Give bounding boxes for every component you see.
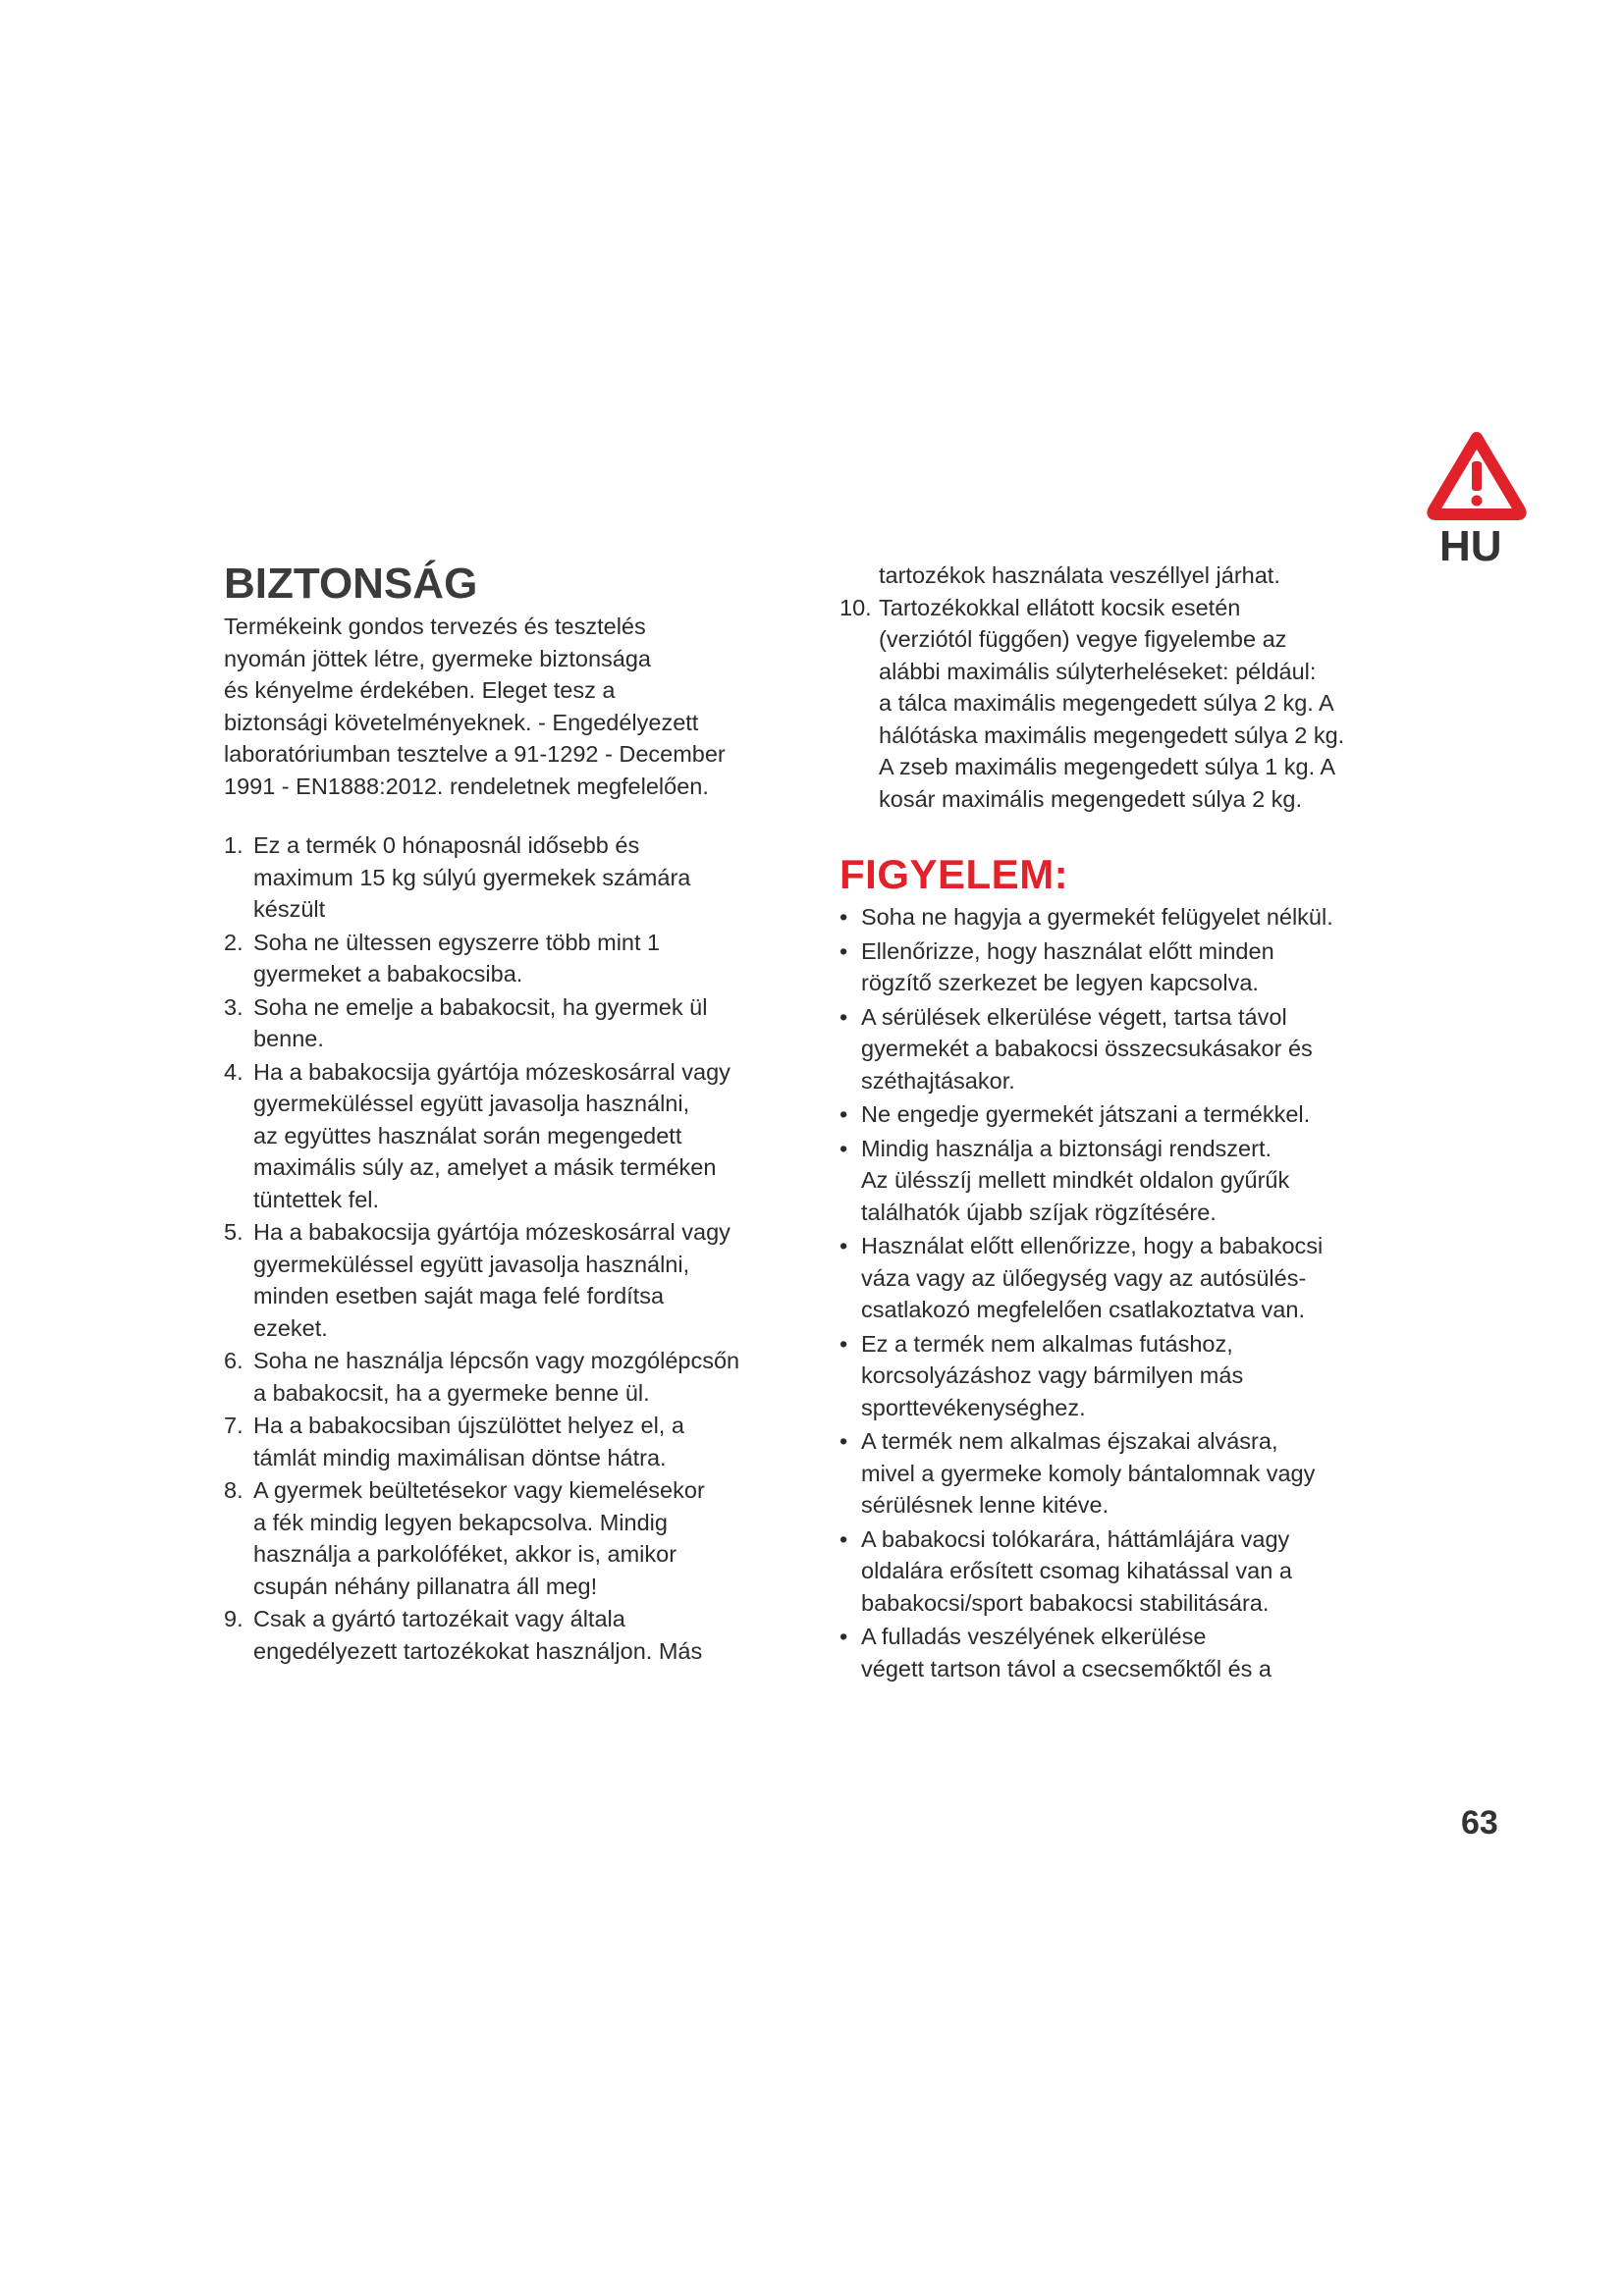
text-line: tüntettek fel. (253, 1186, 380, 1212)
language-code: HU (1439, 522, 1502, 570)
item-number: 8. (224, 1477, 244, 1503)
text-line: Ellenőrizze, hogy használat előtt minden (861, 937, 1274, 964)
bullet-dot-icon: • (839, 937, 848, 964)
warning-badge (1424, 430, 1530, 520)
text-line: biztonsági követelményeknek. - Engedélyezett (224, 709, 699, 735)
numbered-item (224, 1056, 813, 1216)
bullet-dot-icon: • (839, 1101, 848, 1127)
text-line: váza vagy az ülőegység vagy az autósülés- (861, 1264, 1307, 1291)
text-line: Ez a termék 0 hónaposnál idősebb és (253, 832, 640, 858)
text-line: Soha ne emelje a babakocsit, ha gyermek ül (253, 993, 708, 1020)
warning-column (839, 560, 1429, 1686)
text-line: Termékeink gondos tervezés és tesztelés (224, 614, 646, 639)
text-line: maximum 15 kg súlyú gyermekek számára (253, 864, 691, 890)
safety-column (224, 560, 813, 1668)
item-number: 4. (224, 1058, 244, 1085)
numbered-item (224, 991, 813, 1055)
numbered-item (224, 927, 813, 990)
numbered-item (224, 1216, 813, 1344)
numbered-item (224, 1474, 813, 1602)
text-line: korcsolyázáshoz vagy bármilyen más (861, 1362, 1244, 1388)
bullet-dot-icon: • (839, 1003, 848, 1030)
item-9-continuation: tartozékok használata veszéllyel járhat. (879, 562, 1280, 588)
text-line: babakocsi/sport babakocsi stabilitására. (861, 1589, 1270, 1616)
warning-bullet (839, 935, 1429, 999)
text-line: gyermekét a babakocsi összecsukásakor és (861, 1036, 1313, 1061)
warning-title: FIGYELEM: (839, 851, 1069, 897)
item-number: 1. (224, 832, 244, 858)
text-line: gyermeküléssel együtt javasolja használni, (253, 1251, 690, 1277)
numbered-item (224, 1345, 813, 1409)
text-line: hálótáska maximális megengedett súlya 2 kg. (879, 721, 1345, 748)
bullet-dot-icon: • (839, 1624, 848, 1649)
safety-intro (224, 611, 813, 802)
text-line: A gyermek beültetésekor vagy kiemelésekor (253, 1477, 705, 1503)
text-line: találhatók újabb szíjak rögzítésére. (861, 1199, 1217, 1225)
text-line: Ne engedje gyermekét játszani a termékkel. (861, 1101, 1311, 1127)
text-line: A babakocsi tolókarára, háttámlájára vagy (861, 1525, 1290, 1552)
safety-title: BIZTONSÁG (224, 560, 478, 608)
text-line: Ez a termék nem alkalmas futáshoz, (861, 1330, 1233, 1357)
warning-bullet (839, 901, 1429, 934)
text-line: a babakocsit, ha a gyermeke benne ül. (253, 1379, 650, 1406)
text-line: engedélyezett tartozékokat használjon. Más (253, 1637, 703, 1664)
warning-bullet (839, 1523, 1429, 1620)
text-line: végett tartson távol a csecsemőktől és a (861, 1655, 1272, 1682)
bullet-dot-icon: • (839, 1525, 848, 1552)
text-line: széthajtásakor. (861, 1067, 1015, 1094)
text-line: Soha ne használja lépcsőn vagy mozgólépcsőn (253, 1348, 740, 1373)
text-line: csatlakozó megfelelően csatlakoztatva van. (861, 1297, 1305, 1322)
text-line: 1991 - EN1888:2012. rendeletnek megfelelően. (224, 773, 709, 799)
text-line: A termék nem alkalmas éjszakai alvásra, (861, 1428, 1278, 1454)
text-line: használja a parkolóféket, akkor is, amikor (253, 1541, 677, 1567)
item-number: 9. (224, 1606, 244, 1631)
text-line: alábbi maximális súlyterheléseket: például: (879, 658, 1317, 684)
text-line: gyermeket a babakocsiba. (253, 961, 523, 987)
numbered-item (224, 1410, 813, 1473)
item-number: 2. (224, 929, 244, 955)
warning-bullet (839, 1230, 1429, 1326)
text-line: Ha a babakocsija gyártója mózeskosárral vagy (253, 1058, 731, 1085)
text-line: a fék mindig legyen bekapcsolva. Mindig (253, 1509, 668, 1535)
item-number: 5. (224, 1219, 244, 1245)
safety-numbered-list-cont (839, 592, 1429, 816)
text-line: A sérülések elkerülése végett, tartsa távol (861, 1003, 1287, 1030)
text-line: kosár maximális megengedett súlya 2 kg. (879, 785, 1303, 812)
text-line: támlát mindig maximálisan döntse hátra. (253, 1444, 667, 1470)
warning-bullet-list (839, 901, 1429, 1684)
text-line: Az ülésszíj mellett mindkét oldalon gyűrűk (861, 1167, 1290, 1193)
text-line: a tálca maximális megengedett súlya 2 kg. A (879, 690, 1334, 716)
page-number: 63 (1461, 1804, 1498, 1842)
text-line: ezeket. (253, 1314, 328, 1341)
warning-triangle-icon (1426, 430, 1528, 520)
text-line: sérülésnek lenne kitéve. (861, 1492, 1110, 1518)
warning-bullet (839, 1001, 1429, 1097)
text-line: Soha ne ültessen egyszerre több mint 1 (253, 929, 661, 955)
text-line: rögzítő szerkezet be legyen kapcsolva. (861, 970, 1259, 995)
text-line: A zseb maximális megengedett súlya 1 kg. A (879, 754, 1336, 779)
text-line: laboratóriumban tesztelve a 91-1292 - December (224, 741, 726, 767)
warning-bullet (839, 1133, 1429, 1229)
text-line: A fulladás veszélyének elkerülése (861, 1624, 1207, 1649)
text-line: benne. (253, 1026, 324, 1051)
bullet-dot-icon: • (839, 904, 848, 930)
warning-bullet (839, 1098, 1429, 1131)
text-line: Ha a babakocsiban újszülöttet helyez el, a (253, 1413, 684, 1438)
text-line: gyermeküléssel együtt javasolja használni, (253, 1091, 690, 1116)
item-number: 7. (224, 1413, 244, 1438)
bullet-dot-icon: • (839, 1135, 848, 1161)
bullet-dot-icon: • (839, 1233, 848, 1258)
safety-numbered-list (224, 829, 813, 1667)
text-line: oldalára erősített csomag kihatással van a (861, 1558, 1292, 1583)
text-line: az együttes használat során megengedett (253, 1122, 682, 1148)
numbered-item (224, 1603, 813, 1667)
item-number: 6. (224, 1348, 244, 1373)
item-number: 10. (839, 594, 872, 620)
text-line: Csak a gyártó tartozékait vagy általa (253, 1606, 625, 1631)
text-line: és kényelme érdekében. Eleget tesz a (224, 677, 616, 703)
item-number: 3. (224, 993, 244, 1020)
text-line: sporttevékenységhez. (861, 1394, 1086, 1420)
bullet-dot-icon: • (839, 1330, 848, 1357)
text-line: csupán néhány pillanatra áll meg! (253, 1573, 598, 1599)
text-line: Ha a babakocsija gyártója mózeskosárral vagy (253, 1219, 731, 1245)
numbered-item (224, 829, 813, 926)
text-line: Mindig használja a biztonsági rendszert. (861, 1135, 1272, 1161)
text-line: készült (253, 896, 326, 922)
warning-bullet (839, 1621, 1429, 1684)
bullet-dot-icon: • (839, 1428, 848, 1454)
numbered-item (839, 592, 1429, 816)
text-line: minden esetben saját maga felé fordítsa (253, 1283, 665, 1308)
text-line: Soha ne hagyja a gyermekét felügyelet nélkül. (861, 904, 1333, 930)
text-line: maximális súly az, amelyet a másik terméken (253, 1154, 717, 1180)
warning-bullet (839, 1425, 1429, 1522)
warning-bullet (839, 1328, 1429, 1424)
text-line: Tartozékokkal ellátott kocsik esetén (879, 594, 1241, 620)
text-line: mivel a gyermeke komoly bántalomnak vagy (861, 1460, 1316, 1486)
text-line: Használat előtt ellenőrizze, hogy a babakocsi (861, 1233, 1324, 1258)
text-line: nyomán jöttek létre, gyermeke biztonsága (224, 645, 651, 671)
text-line: (verziótól függően) vegye figyelembe az (879, 626, 1287, 652)
